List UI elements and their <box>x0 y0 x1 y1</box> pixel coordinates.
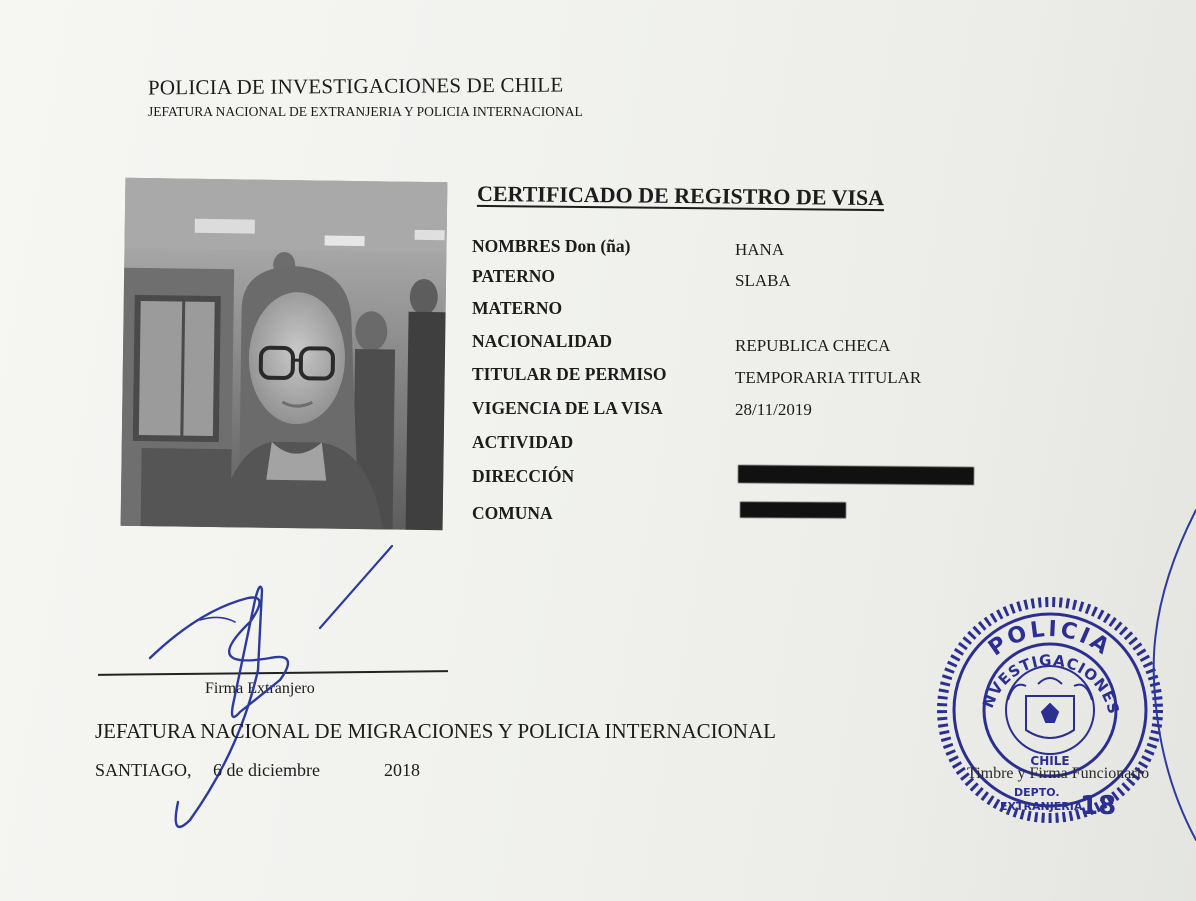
chile-emblem <box>1008 678 1092 738</box>
official-signature-stroke <box>1140 510 1196 840</box>
stamp-country: CHILE <box>1030 754 1070 768</box>
field-label-paterno: PATERNO <box>472 266 555 286</box>
footer-date: 6 de diciembre <box>213 760 320 780</box>
field-label-actividad: ACTIVIDAD <box>472 432 574 452</box>
signature-caption: Firma Extranjero <box>205 680 315 697</box>
id-photo-image <box>121 178 448 530</box>
footer-year: 2018 <box>384 760 420 780</box>
redacted-comuna <box>740 502 846 519</box>
footer-place: SANTIAGO, <box>95 760 192 780</box>
field-value-nombres: HANA <box>735 240 785 259</box>
footer-department: JEFATURA NACIONAL DE MIGRACIONES Y POLICIA INTERNACIONAL <box>95 719 776 743</box>
institution-subtitle: JEFATURA NACIONAL DE EXTRANJERIA Y POLICIA INTERNACIONAL <box>148 104 583 119</box>
field-label-nombres: NOMBRES Don (ña) <box>472 236 631 256</box>
field-label-direccion: DIRECCIÓN <box>472 466 575 486</box>
field-label-nacionalidad: NACIONALIDAD <box>472 331 613 351</box>
redacted-address <box>738 465 974 485</box>
field-label-vigencia: VIGENCIA DE LA VISA <box>472 398 663 418</box>
stamp-text-mid: INVESTIGACIONES <box>926 546 1123 717</box>
field-label-comuna: COMUNA <box>472 503 553 523</box>
handwritten-signature <box>130 540 420 840</box>
certificate-title: CERTIFICADO DE REGISTRO DE VISA <box>476 180 885 211</box>
field-value-nacionalidad: REPUBLICA CHECA <box>735 336 891 355</box>
institution-title: POLICIA DE INVESTIGACIONES DE CHILE <box>147 72 564 100</box>
field-value-paterno: SLABA <box>735 271 791 290</box>
id-photo <box>121 178 448 530</box>
field-label-titular: TITULAR DE PERMISO <box>472 364 667 384</box>
field-value-titular: TEMPORARIA TITULAR <box>735 368 922 387</box>
stamp-dept-line2: EXTRANJERIA <box>1000 800 1083 813</box>
official-signature-caption: Timbre y Firma Funcionario <box>967 765 1150 782</box>
stamp-number: 18 <box>1080 791 1117 821</box>
field-label-materno: MATERNO <box>472 298 563 318</box>
stamp-dept-line1: DEPTO. <box>1014 786 1060 799</box>
police-stamp <box>926 546 1170 880</box>
field-value-vigencia: 28/11/2019 <box>735 400 812 419</box>
stamp-text-top: POLICIA <box>984 616 1116 662</box>
